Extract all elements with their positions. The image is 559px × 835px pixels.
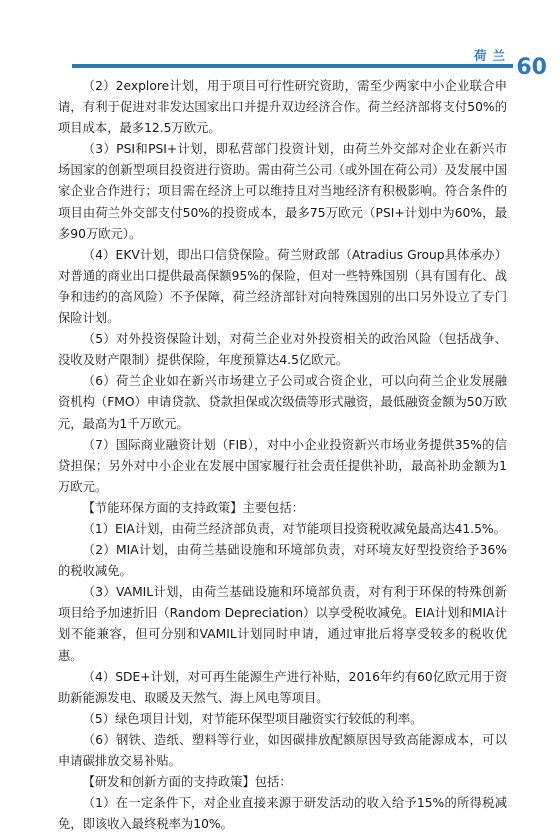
paragraph-carbon-subsidy: （6）钢铁、造纸、塑料等行业，如因碳排放配额原因导致高能源成本，可以申请碳排放交易补贴。 <box>58 732 507 768</box>
running-header-country: 荷兰 <box>473 48 511 63</box>
paragraph-green-project: （5）绿色项目计划，对节能环保型项目融资实行较低的利率。 <box>82 711 423 726</box>
page-number: 60 <box>516 55 547 80</box>
header-rule <box>72 64 513 68</box>
paragraph-fmo: （6）荷兰企业如在新兴市场建立子公司或合资企业，可以向荷兰企业发展融资机构（FMO）申请贷款、贷款担保或次级债等形式融资，最低融资金额为50万欧元，最高为1千万欧元。 <box>58 374 507 431</box>
paragraph-2explore: （2）2explore计划，用于项目可行性研究资助，需至少两家中小企业联合申请，有利于促进对非发达国家出口并提升双边经济合作。荷兰经济部将支付50%的项目成本，最多12.5万欧元。 <box>58 79 507 136</box>
paragraph-mia: （2）MIA计划，由荷兰基础设施和环境部负责，对环境友好型投资给予36%的税收减免。 <box>58 543 507 579</box>
body-text <box>58 76 507 835</box>
paragraph-sde: （4）SDE+计划，对可再生能源生产进行补贴，2016年约有60亿欧元用于资助新能源发电、取暖及天然气、海上风电等项目。 <box>58 669 507 705</box>
paragraph-vamil: （3）VAMIL计划，由荷兰基础设施和环境部负责，对有利于环保的特殊创新项目给予加速折旧（Random Depreciation）以享受税收减免。EIA计划和MIA计划不能兼容，但可分别和VAMIL计划同时申请，通过审批后将享受较多的税收优惠。 <box>58 585 507 663</box>
section-heading-energy: 【节能环保方面的支持政策】主要包括： <box>82 500 304 515</box>
paragraph-psi: （3）PSI和PSI+计划，即私营部门投资计划，由荷兰外交部对企业在新兴市场国家的创新型项目投资进行资助。需由荷兰公司（或外国在荷公司）及发展中国家企业合作进行；项目需在经济上可以维持且对当地经济有积极影响。符合条件的项目由荷兰外交部支付50%的投资成本，最多75万欧元（PSI+计划中为60%，最多90万欧元）。 <box>58 142 507 241</box>
paragraph-investment-insurance: （5）对外投资保险计划，对荷兰企业对外投资相关的政治风险（包括战争、没收及财产限制）提供保险，年度预算达4.5亿欧元。 <box>58 332 507 368</box>
paragraph-rnd-tax: （1）在一定条件下，对企业直接来源于研发活动的收入给予15%的所得税减免，即该收入最终税率为10%。 <box>58 796 507 832</box>
paragraph-eia: （1）EIA计划，由荷兰经济部负责，对节能项目投资税收减免最高达41.5%。 <box>82 521 506 536</box>
paragraph-fib: （7）国际商业融资计划（FIB），对中小企业投资新兴市场业务提供35%的信贷担保；另外对中小企业在发展中国家履行社会责任提供补助，最高补助金额为1万欧元。 <box>58 437 507 494</box>
section-heading-rnd: 【研发和创新方面的支持政策】包括： <box>82 775 292 790</box>
paragraph-ekv: （4）EKV计划，即出口信贷保险。荷兰财政部（Atradius Group具体承办）对普通的商业出口提供最高保额95%的保险，但对一些特殊国别（具有国有化、战争和违约的高风险）不予保障，荷兰经济部针对向特殊国别的出口另外设立了专门保险计划。 <box>58 247 507 326</box>
